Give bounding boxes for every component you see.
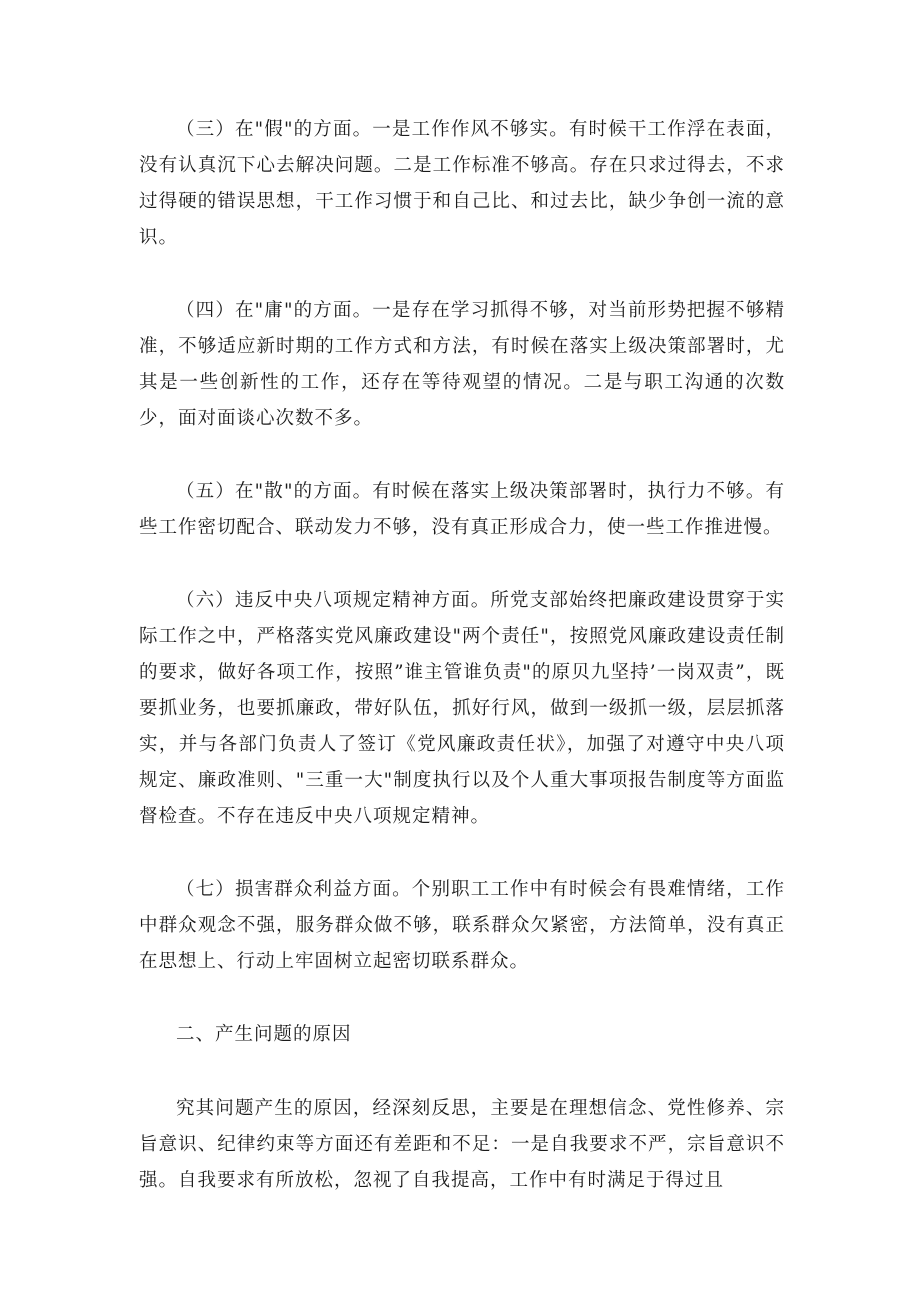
paragraph-causes: 究其问题产生的原因，经深刻反思，主要是在理想信念、党性修养、宗旨意识、纪律约束等方面还有差距和不足：一是自我要求不严，宗旨意识不强。自我要求有所放松，忽视了自我提高，工作中有时满足于得过且 xyxy=(139,1098,785,1191)
section-heading: 二、产生问题的原因 xyxy=(176,1024,352,1045)
paragraph-jia: （三）在"假"的方面。一是工作作风不够实。有时候干工作浮在表面，没有认真沉下心去解决问题。二是工作标准不够高。存在只求过得去，不求过得硬的错误思想，干工作习惯于和自己比、和过去比，缺少争创一流的意识。 xyxy=(139,119,785,248)
paragraph-spacer xyxy=(139,546,785,583)
paragraph-spacer xyxy=(139,835,785,872)
paragraph-yong: （四）在"庸"的方面。一是存在学习抓得不够，对当前形势把握不够精准，不够适应新时期的工作方式和方法，有时候在落实上级决策部署时，尤其是一些创新性的工作，还存在等待观望的情况。二是与职工沟通的次数少，面对面谈心次数不多。 xyxy=(139,300,785,429)
paragraph-spacer xyxy=(139,437,785,474)
paragraph-mass-interest: （七）损害群众利益方面。个别职工工作中有时候会有畏难情绪，工作中群众观念不强，服务群众做不够，联系群众欠紧密，方法简单，没有真正在思想上、行动上牢固树立起密切联系群众。 xyxy=(139,879,785,972)
paragraph-eight-rules: （六）违反中央八项规定精神方面。所党支部始终把廉政建设贯穿于实际工作之中，严格落实党风廉政建设"两个责任"，按照党风廉政建设责任制的要求，做好各项工作，按照”谁主管谁负责"的原贝九坚持’一岗双责”，既要抓业务，也要抓廉政，带好队伍，抓好行风，做到一级抓一级，层层抓落实，并与各部门负责人了签订《党风廉政责任状》，加强了对遵守中央八项规定、廉政准则、"三重一大"制度执行以及个人重大事项报告制度等方面监督检查。不存在违反中央八项规定精神。 xyxy=(139,590,785,827)
paragraph-spacer xyxy=(139,1053,785,1091)
document-page xyxy=(139,112,785,1199)
paragraph-spacer xyxy=(139,980,785,1017)
paragraph-san: （五）在"散"的方面。有时候在落实上级决策部署时，执行力不够。有些工作密切配合、联动发力不够，没有真正形成合力，使一些工作推进慢。 xyxy=(139,481,785,538)
paragraph-spacer xyxy=(139,256,785,293)
